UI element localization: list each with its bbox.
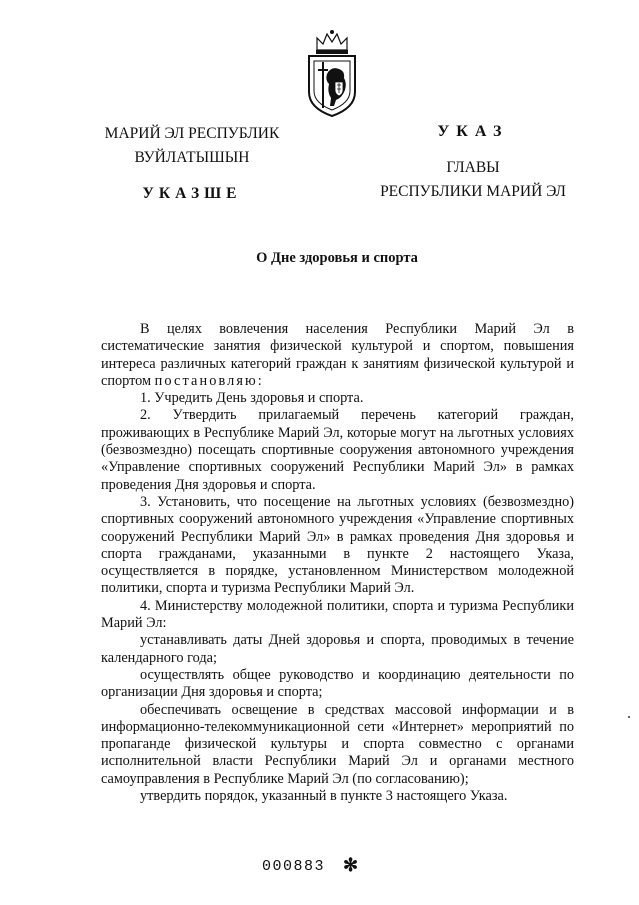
header-left-title: УКАЗШЕ [142, 185, 242, 202]
paragraph-4c: обеспечивать освещение в средствах массовой информации и в информационно-телекоммуникационной сети «Интернет» мероприятий по пропаганде физической культуры и спорта совместно с органами исполнительной власти Республики Марий Эл и органами местного самоуправления в Республике Марий Эл (по согласованию); [101, 701, 574, 787]
document-body [101, 321, 574, 805]
header-right-line2: ГЛАВЫ [446, 159, 500, 176]
paragraph-4: 4. Министерству молодежной политики, спорта и туризма Республики Марий Эл: [101, 597, 574, 632]
paragraph-4b: осуществлять общее руководство и координацию деятельности по организации Дня здоровья и спорта; [101, 666, 574, 701]
header-right [362, 120, 584, 204]
postanovlyayu-text: постановляю: [154, 372, 264, 389]
document-number: 000883 [262, 858, 326, 875]
header-left [96, 122, 288, 206]
paragraph-4a: устанавливать даты Дней здоровья и спорта, проводимых в течение календарного года; [101, 632, 574, 666]
header-right-title: УКАЗ [437, 123, 509, 140]
scan-mark [628, 716, 630, 718]
paragraph-4d: утвердить порядок, указанный в пункте 3 настоящего Указа. [140, 788, 508, 805]
paragraph-1: 1. Учредить День здоровья и спорта. [140, 390, 364, 407]
paragraph-2: 2. Утвердить прилагаемый перечень категорий граждан, проживающих в Республике Марий Эл, которые могут на льготных условиях (безвозмездно) посещать спортивные сооружения автономного учреждения «Управление спортивных сооружений Республики Марий Эл» в рамках проведения Дня здоровья и спорта. [101, 407, 574, 493]
paragraph-intro [101, 321, 574, 390]
coat-of-arms-icon [301, 28, 363, 118]
paragraph-3: 3. Установить, что посещение на льготных условиях (безвозмездно) спортивных сооружений автономного учреждения «Управление спортивных сооружений Республики Марий Эл» в рамках проведения Дня здоровья и спорта гражданами, указанными в пункте 2 настоящего Указа, осуществляется в порядке, установленном Министерством молодежной политики, спорта и туризма Республики Марий Эл. [101, 493, 574, 597]
header-right-line3: РЕСПУБЛИКИ МАРИЙ ЭЛ [380, 183, 566, 200]
star-icon: ✻ [343, 855, 359, 875]
intro-text: В целях вовлечения населения Республики Марий Эл в систематические занятия физической культурой и спортом, повышения интереса различных категорий граждан к занятиям физической культурой и спортом [101, 321, 574, 389]
document-title: О Дне здоровья и спорта [256, 250, 418, 266]
header-left-line2: ВУЙЛАТЫШЫН [134, 149, 250, 166]
header-left-line1: МАРИЙ ЭЛ РЕСПУБЛИК [104, 125, 280, 142]
